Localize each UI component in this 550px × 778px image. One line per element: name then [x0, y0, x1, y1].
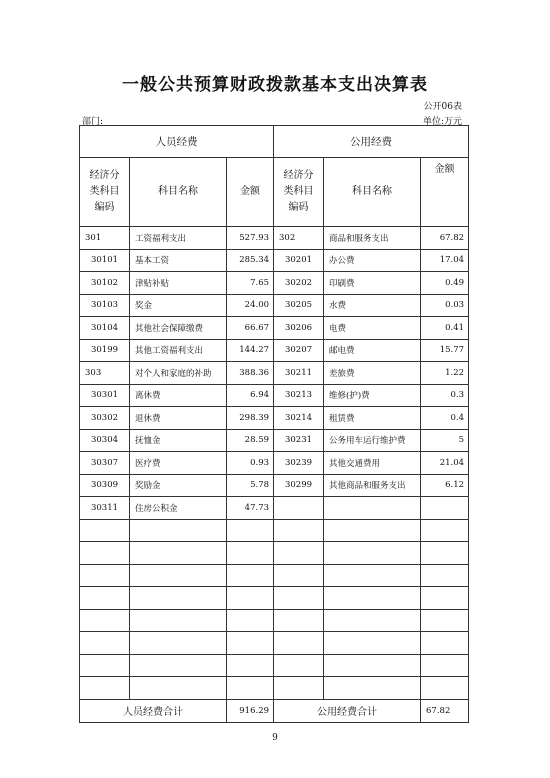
public-name-cell [324, 654, 421, 677]
personnel-amount-cell [227, 677, 274, 700]
personnel-name-cell [130, 587, 227, 610]
personnel-total-label: 人员经费合计 [80, 699, 227, 722]
personnel-code-cell [80, 654, 130, 677]
personnel-amount-cell [227, 587, 274, 610]
table-row [80, 587, 469, 610]
table-row [80, 452, 469, 475]
personnel-name-cell: 基本工资 [130, 249, 227, 272]
public-name-cell [324, 497, 421, 520]
unit-label: 单位:万元 [422, 117, 462, 127]
public-amount-cell [421, 632, 469, 655]
table-row [80, 227, 469, 250]
public-total-amount: 67.82 [421, 699, 469, 722]
personnel-name-cell: 住房公积金 [130, 497, 227, 520]
personnel-col-name: 科目名称 [130, 158, 227, 227]
public-name-cell: 公务用车运行维护费 [324, 429, 421, 452]
total-row [80, 699, 469, 722]
table-row [80, 564, 469, 587]
page-number: 9 [272, 733, 278, 743]
public-name-cell [324, 542, 421, 565]
personnel-amount-cell [227, 609, 274, 632]
public-amount-cell [421, 519, 469, 542]
personnel-col-code: 经济分类科目编码 [80, 158, 130, 227]
personnel-amount-cell: 24.00 [227, 294, 274, 317]
personnel-amount-cell: 6.94 [227, 384, 274, 407]
personnel-amount-cell [227, 519, 274, 542]
public-code-cell [274, 609, 324, 632]
public-amount-cell [421, 609, 469, 632]
public-amount-cell [421, 542, 469, 565]
public-name-cell: 商品和服务支出 [324, 227, 421, 250]
table-row [80, 609, 469, 632]
public-name-cell: 电费 [324, 317, 421, 340]
public-name-cell: 印刷费 [324, 272, 421, 295]
personnel-name-cell [130, 564, 227, 587]
public-name-cell: 租赁费 [324, 407, 421, 430]
public-name-cell: 邮电费 [324, 339, 421, 362]
personnel-amount-cell: 285.34 [227, 249, 274, 272]
public-name-cell [324, 564, 421, 587]
public-code-cell [274, 564, 324, 587]
personnel-code-cell: 30199 [80, 339, 130, 362]
public-code-cell: 30299 [274, 474, 324, 497]
personnel-name-cell: 其他工资福利支出 [130, 339, 227, 362]
public-code-cell: 30207 [274, 339, 324, 362]
public-name-cell: 其他商品和服务支出 [324, 474, 421, 497]
table-row [80, 339, 469, 362]
personnel-code-cell [80, 677, 130, 700]
public-amount-cell [421, 564, 469, 587]
table-row [80, 294, 469, 317]
personnel-code-cell: 30301 [80, 384, 130, 407]
public-amount-cell: 0.41 [421, 317, 469, 340]
public-name-cell [324, 677, 421, 700]
personnel-code-cell: 30104 [80, 317, 130, 340]
personnel-code-cell: 30307 [80, 452, 130, 475]
public-code-cell: 30205 [274, 294, 324, 317]
table-row [80, 429, 469, 452]
personnel-name-cell: 奖金 [130, 294, 227, 317]
public-code-cell [274, 519, 324, 542]
public-amount-cell: 0.03 [421, 294, 469, 317]
personnel-amount-cell: 388.36 [227, 362, 274, 385]
personnel-amount-cell [227, 632, 274, 655]
table-row [80, 384, 469, 407]
public-name-cell [324, 609, 421, 632]
public-code-cell: 30201 [274, 249, 324, 272]
public-code-cell: 30202 [274, 272, 324, 295]
public-code-cell: 30231 [274, 429, 324, 452]
personnel-amount-cell [227, 564, 274, 587]
public-code-cell [274, 677, 324, 700]
table-row [80, 317, 469, 340]
personnel-code-cell [80, 632, 130, 655]
personnel-code-cell [80, 519, 130, 542]
personnel-amount-cell: 5.78 [227, 474, 274, 497]
personnel-code-cell: 30101 [80, 249, 130, 272]
table-row [80, 272, 469, 295]
personnel-name-cell: 奖励金 [130, 474, 227, 497]
public-code-cell: 30214 [274, 407, 324, 430]
personnel-name-cell [130, 654, 227, 677]
public-code-cell [274, 542, 324, 565]
public-header: 公用经费 [274, 126, 469, 158]
personnel-code-cell: 301 [80, 227, 130, 250]
personnel-name-cell: 津贴补贴 [130, 272, 227, 295]
personnel-amount-cell: 28.59 [227, 429, 274, 452]
personnel-name-cell: 退休费 [130, 407, 227, 430]
table-row [80, 519, 469, 542]
personnel-name-cell: 对个人和家庭的补助 [130, 362, 227, 385]
public-code-cell: 30239 [274, 452, 324, 475]
public-col-code: 经济分类科目编码 [274, 158, 324, 227]
public-code-cell [274, 632, 324, 655]
public-col-name: 科目名称 [324, 158, 421, 227]
public-code-cell [274, 497, 324, 520]
public-amount-cell: 21.04 [421, 452, 469, 475]
table-row [80, 654, 469, 677]
table-row [80, 407, 469, 430]
table-row [80, 474, 469, 497]
public-amount-cell: 0.3 [421, 384, 469, 407]
public-amount-cell: 15.77 [421, 339, 469, 362]
personnel-name-cell: 工资福利支出 [130, 227, 227, 250]
personnel-total-amount: 916.29 [227, 699, 274, 722]
personnel-name-cell [130, 609, 227, 632]
public-code-cell: 30213 [274, 384, 324, 407]
personnel-amount-cell: 66.67 [227, 317, 274, 340]
public-name-cell: 水费 [324, 294, 421, 317]
table-row [80, 249, 469, 272]
personnel-code-cell: 30302 [80, 407, 130, 430]
personnel-code-cell: 30311 [80, 497, 130, 520]
personnel-name-cell: 抚恤金 [130, 429, 227, 452]
public-name-cell [324, 519, 421, 542]
personnel-code-cell [80, 542, 130, 565]
personnel-code-cell: 30102 [80, 272, 130, 295]
personnel-code-cell [80, 587, 130, 610]
personnel-amount-cell: 144.27 [227, 339, 274, 362]
personnel-amount-cell [227, 542, 274, 565]
personnel-header: 人员经费 [80, 126, 274, 158]
personnel-amount-cell [227, 654, 274, 677]
public-code-cell: 30206 [274, 317, 324, 340]
personnel-code-cell [80, 609, 130, 632]
public-code-cell [274, 587, 324, 610]
personnel-name-cell [130, 677, 227, 700]
public-code-cell: 30211 [274, 362, 324, 385]
personnel-name-cell [130, 519, 227, 542]
personnel-code-cell: 30309 [80, 474, 130, 497]
expenditure-table [79, 125, 469, 723]
public-amount-cell [421, 654, 469, 677]
public-amount-cell: 17.04 [421, 249, 469, 272]
table-row [80, 677, 469, 700]
personnel-code-cell: 30304 [80, 429, 130, 452]
personnel-code-cell: 30103 [80, 294, 130, 317]
personnel-name-cell: 离休费 [130, 384, 227, 407]
department-label: 部门: [82, 117, 104, 127]
personnel-code-cell [80, 564, 130, 587]
personnel-amount-cell: 298.39 [227, 407, 274, 430]
public-name-cell [324, 632, 421, 655]
public-amount-cell [421, 587, 469, 610]
public-code-cell [274, 654, 324, 677]
public-name-cell: 差旅费 [324, 362, 421, 385]
public-amount-cell: 1.22 [421, 362, 469, 385]
personnel-amount-cell: 0.93 [227, 452, 274, 475]
public-amount-cell: 5 [421, 429, 469, 452]
public-amount-cell: 0.49 [421, 272, 469, 295]
public-name-cell: 维修(护)费 [324, 384, 421, 407]
public-name-cell: 办公费 [324, 249, 421, 272]
public-amount-cell: 6.12 [421, 474, 469, 497]
public-name-cell: 其他交通费用 [324, 452, 421, 475]
public-col-amount: 金额 [421, 158, 469, 227]
table-row [80, 497, 469, 520]
public-code-cell: 302 [274, 227, 324, 250]
public-total-label: 公用经费合计 [274, 699, 421, 722]
personnel-amount-cell: 527.93 [227, 227, 274, 250]
public-amount-cell: 67.82 [421, 227, 469, 250]
public-amount-cell [421, 677, 469, 700]
personnel-col-amount: 金额 [227, 158, 274, 227]
public-name-cell [324, 587, 421, 610]
table-row [80, 542, 469, 565]
personnel-name-cell [130, 632, 227, 655]
public-amount-cell [421, 497, 469, 520]
personnel-name-cell: 医疗费 [130, 452, 227, 475]
personnel-name-cell: 其他社会保障缴费 [130, 317, 227, 340]
table-row [80, 632, 469, 655]
table-row [80, 362, 469, 385]
personnel-amount-cell: 7.65 [227, 272, 274, 295]
personnel-name-cell [130, 542, 227, 565]
personnel-code-cell: 303 [80, 362, 130, 385]
public-amount-cell: 0.4 [421, 407, 469, 430]
form-number: 公开06表 [423, 102, 462, 112]
page-title: 一般公共预算财政拨款基本支出决算表 [122, 75, 428, 95]
personnel-amount-cell: 47.73 [227, 497, 274, 520]
